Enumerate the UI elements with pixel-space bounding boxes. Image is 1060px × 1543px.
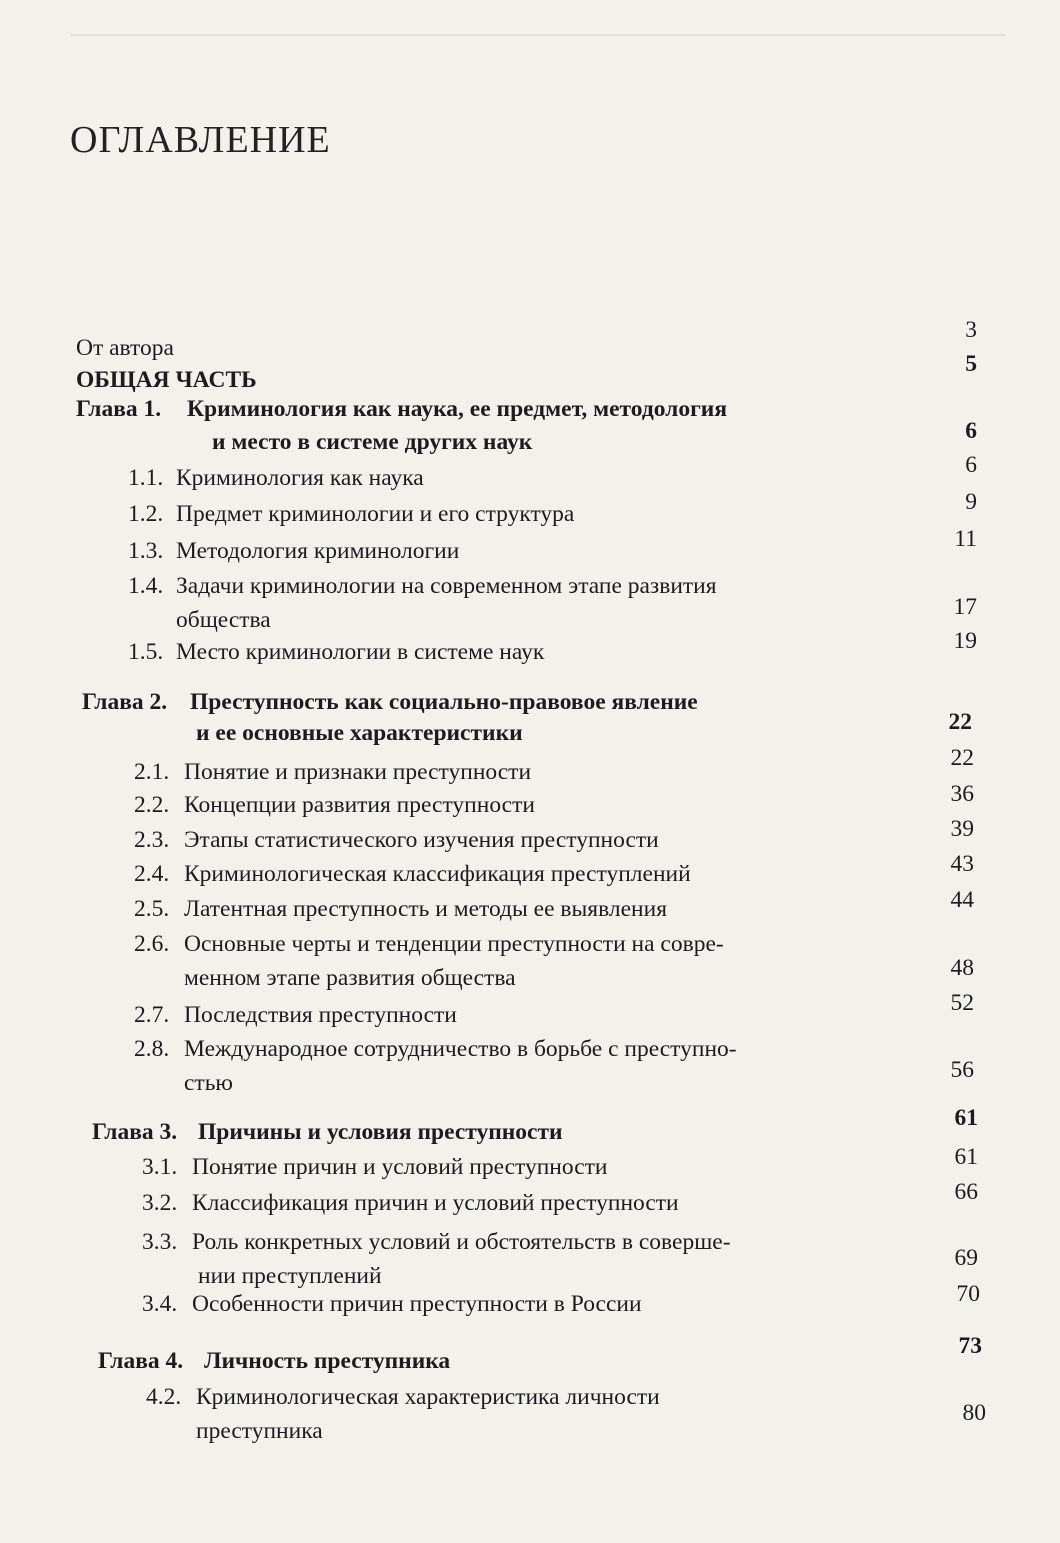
entry-text: Методология криминологии xyxy=(176,538,460,564)
chapter-title-line1: Преступность как социально-правовое явление xyxy=(190,689,698,715)
entry-text-line1: Задачи криминологии на современном этапе развития xyxy=(176,573,717,599)
chapter-label: Глава 2. xyxy=(82,689,168,715)
entry-text: Этапы статистического изучения преступности xyxy=(184,827,659,853)
chapter-label: Глава 4. xyxy=(98,1348,184,1374)
chapter-title-line2: и место в системе других наук xyxy=(212,429,533,455)
entry-page: 69 xyxy=(954,1245,978,1271)
entry-text: Последствия преступности xyxy=(184,1002,457,1028)
chapter-title: Личность преступника xyxy=(204,1348,451,1374)
entry-page: 43 xyxy=(950,851,974,877)
entry-text: Концепции развития преступности xyxy=(184,792,535,818)
entry-text: Понятие и признаки преступности xyxy=(184,759,532,785)
entry-number: 2.7. xyxy=(134,1002,170,1028)
entry-text-line1: Основные черты и тенденции преступности на совре- xyxy=(184,931,724,957)
entry-number: 2.6. xyxy=(134,931,170,957)
entry-text-line2: нии преступлений xyxy=(198,1263,382,1289)
entry-page: 3 xyxy=(965,317,977,343)
entry-text-line2: менном этапе развития общества xyxy=(184,965,516,991)
entry-page: 6 xyxy=(965,418,977,444)
entry-text-line2: общества xyxy=(176,607,271,633)
entry-text-line2: стью xyxy=(184,1070,233,1096)
entry-text: От автора xyxy=(76,335,174,361)
entry-page: 17 xyxy=(953,594,977,620)
entry-page: 48 xyxy=(950,955,974,981)
entry-text-line1: Роль конкретных условий и обстоятельств в соверше- xyxy=(192,1229,731,1255)
chapter-label: Глава 1. xyxy=(76,396,162,422)
entry-page: 70 xyxy=(956,1281,980,1307)
entry-page: 36 xyxy=(950,781,974,807)
entry-number: 4.2. xyxy=(146,1384,182,1410)
entry-number: 1.3. xyxy=(128,538,164,564)
entry-text-line1: Криминологическая характеристика личности xyxy=(196,1384,660,1410)
entry-page: 66 xyxy=(954,1179,978,1205)
entry-number: 3.1. xyxy=(142,1154,178,1180)
entry-number: 3.3. xyxy=(142,1229,178,1255)
entry-number: 3.4. xyxy=(142,1291,178,1317)
entry-text: Предмет криминологии и его структура xyxy=(176,501,575,527)
chapter-title: Причины и условия преступности xyxy=(198,1119,563,1145)
entry-number: 2.5. xyxy=(134,896,170,922)
entry-page: 61 xyxy=(954,1105,978,1131)
entry-text-line1: Международное сотрудничество в борьбе с преступно- xyxy=(184,1036,737,1062)
entry-number: 2.1. xyxy=(134,759,170,785)
entry-number: 1.2. xyxy=(128,501,164,527)
entry-number: 1.4. xyxy=(128,573,164,599)
entry-text: Понятие причин и условий преступности xyxy=(192,1154,608,1180)
entry-number: 3.2. xyxy=(142,1190,178,1216)
chapter-title-line1: Криминология как наука, ее предмет, методология xyxy=(187,396,728,422)
entry-number: 1.5. xyxy=(128,639,164,665)
entry-number: 2.3. xyxy=(134,827,170,853)
entry-page: 22 xyxy=(948,709,972,735)
entry-page: 39 xyxy=(950,816,974,842)
entry-page: 22 xyxy=(950,745,974,771)
entry-page: 5 xyxy=(965,351,977,377)
entry-page: 52 xyxy=(950,990,974,1016)
entry-text: Латентная преступность и методы ее выявления xyxy=(184,896,668,922)
entry-number: 2.2. xyxy=(134,792,170,818)
entry-page: 19 xyxy=(953,628,977,654)
entry-number: 2.4. xyxy=(134,861,170,887)
chapter-title-line2: и ее основные характеристики xyxy=(196,720,523,746)
entry-text: Криминологическая классификация преступлений xyxy=(184,861,691,887)
chapter-label: Глава 3. xyxy=(92,1119,178,1145)
entry-number: 2.8. xyxy=(134,1036,170,1062)
page-top-rule xyxy=(70,34,1005,36)
entry-page: 44 xyxy=(950,887,974,913)
entry-number: 1.1. xyxy=(128,465,164,491)
entry-page: 9 xyxy=(965,489,977,515)
entry-page: 73 xyxy=(958,1333,982,1359)
entry-text: Особенности причин преступности в России xyxy=(192,1291,642,1317)
entry-page: 80 xyxy=(962,1400,986,1426)
entry-text-line2: преступника xyxy=(196,1418,323,1444)
entry-text: Классификация причин и условий преступности xyxy=(192,1190,679,1216)
entry-page: 56 xyxy=(950,1057,974,1083)
page-title: ОГЛАВЛЕНИЕ xyxy=(70,119,331,161)
entry-text: Место криминологии в системе наук xyxy=(176,639,545,665)
entry-page: 61 xyxy=(954,1144,978,1170)
entry-text: ОБЩАЯ ЧАСТЬ xyxy=(76,367,257,393)
entry-text: Криминология как наука xyxy=(176,465,424,491)
entry-page: 11 xyxy=(954,526,977,552)
entry-page: 6 xyxy=(965,452,977,478)
